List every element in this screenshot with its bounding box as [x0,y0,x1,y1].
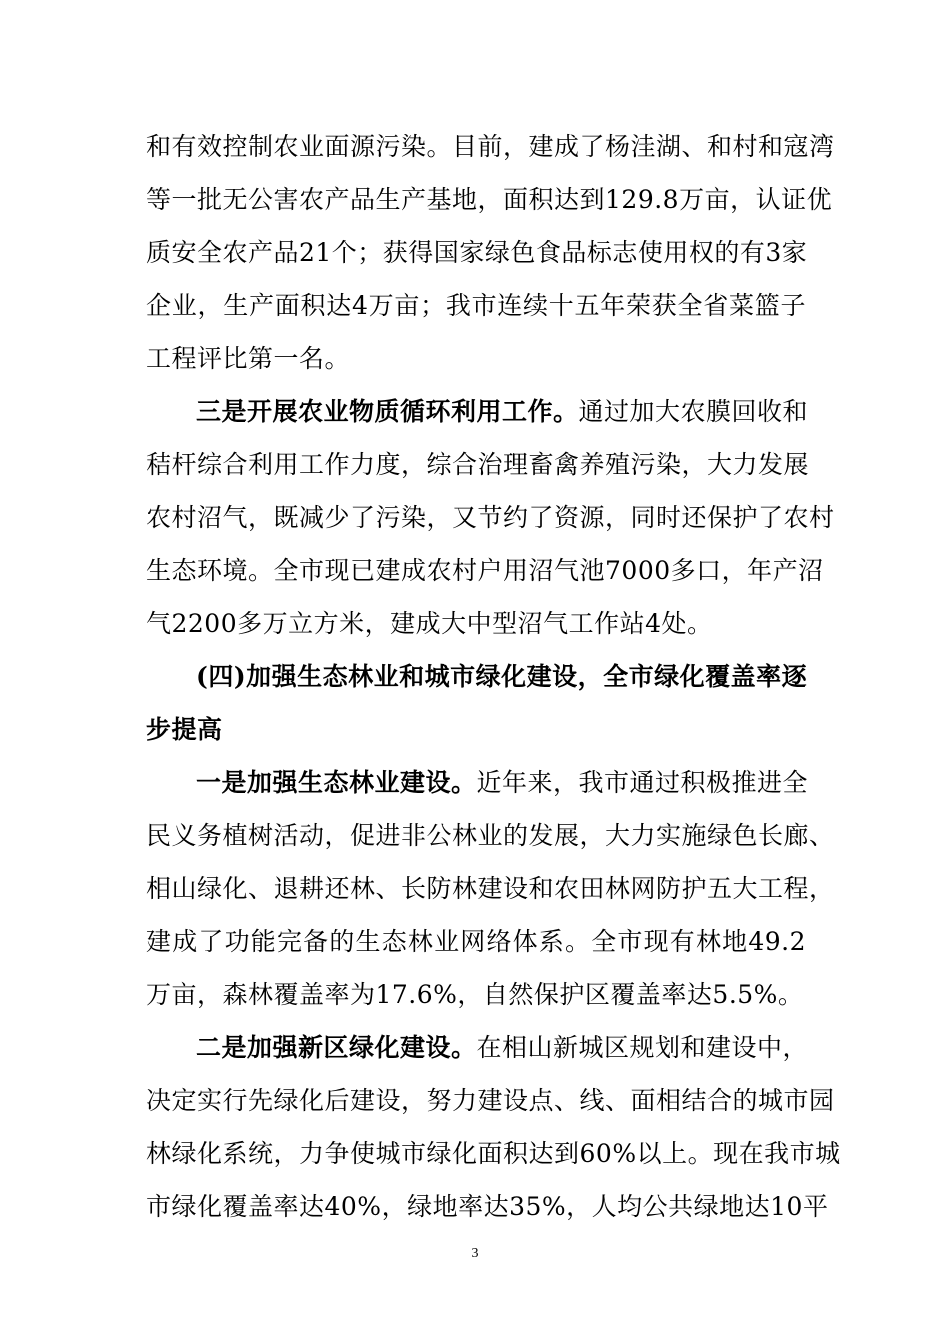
section-heading-line-2: 步提高 [146,715,223,744]
paragraph-3-line-4: 建成了功能完备的生态林业网络体系。全市现有林地49.2 [146,927,806,956]
paragraph-2-line-1 [196,397,809,427]
page-number: 3 [471,1246,479,1261]
paragraph-4-line-1 [196,1033,809,1063]
paragraph-3-line-3: 相山绿化、退耕还林、长防林建设和农田林网防护五大工程， [146,874,835,903]
paragraph-2-line-4: 生态环境。全市现已建成农村户用沼气池7000多口，年产沼 [146,556,824,585]
section-heading-line-1: (四)加强生态林业和城市绿化建设，全市绿化覆盖率逐 [196,662,808,691]
paragraph-4-line-4: 市绿化覆盖率达40%，绿地率达35%，人均公共绿地达10平 [146,1192,829,1221]
paragraph-2-line-2: 秸杆综合利用工作力度，综合治理畜禽养殖污染，大力发展 [146,450,810,479]
paragraph-2-line-3: 农村沼气，既减少了污染，又节约了资源，同时还保护了农村 [146,503,835,532]
paragraph-3-line-2: 民义务植树活动，促进非公林业的发展，大力实施绿色长廊、 [146,821,835,850]
paragraph-2-lead: 三是开展农业物质循环利用工作。 [196,397,579,426]
paragraph-1-line-4: 企业，生产面积达4万亩；我市连续十五年荣获全省菜篮子 [146,291,806,320]
paragraph-2-line-5: 气2200多万立方米，建成大中型沼气工作站4处。 [146,609,713,638]
paragraph-2-first-rest: 通过加大农膜回收和 [578,397,809,426]
paragraph-1-line-1: 和有效控制农业面源污染。目前，建成了杨洼湖、和村和寇湾 [146,132,835,161]
paragraph-3-line-1 [196,768,809,798]
paragraph-3-line-5: 万亩，森林覆盖率为17.6%，自然保护区覆盖率达5.5%。 [146,980,804,1009]
paragraph-3-first-rest: 近年来，我市通过积极推进全 [476,768,809,797]
paragraph-4-first-rest: 在相山新城区规划和建设中， [476,1033,809,1062]
paragraph-4-lead: 二是加强新区绿化建设。 [196,1033,477,1062]
paragraph-4-line-2: 决定实行先绿化后建设，努力建设点、线、面相结合的城市园 [146,1086,835,1115]
paragraph-3-lead: 一是加强生态林业建设。 [196,768,477,797]
paragraph-1-line-5: 工程评比第一名。 [146,344,351,373]
paragraph-4-line-3: 林绿化系统，力争使城市绿化面积达到60%以上。现在我市城 [146,1139,841,1168]
paragraph-1-line-3: 质安全农产品21个；获得国家绿色食品标志使用权的有3家 [146,238,808,267]
paragraph-1-line-2: 等一批无公害农产品生产基地，面积达到129.8万亩，认证优 [146,185,833,214]
